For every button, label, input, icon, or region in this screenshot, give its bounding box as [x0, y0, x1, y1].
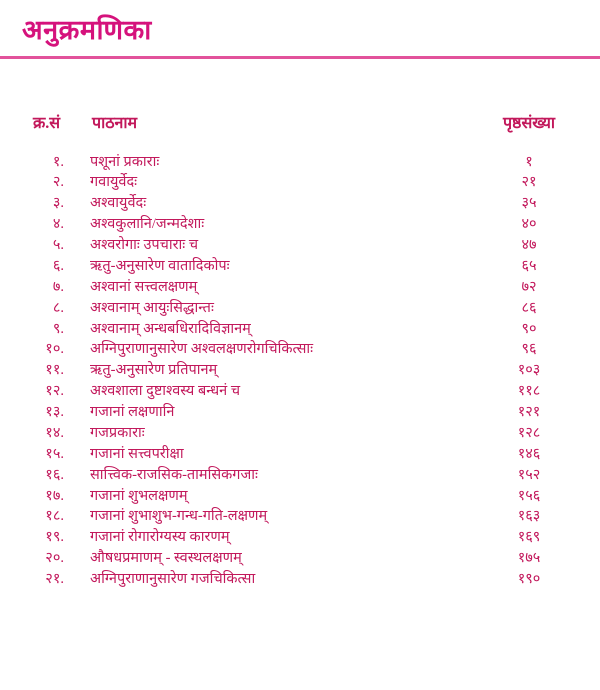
row-lesson-title: गजप्रकाराः: [90, 424, 145, 441]
header-page: पृष्ठसंख्या: [502, 115, 556, 133]
row-lesson-title: अग्निपुराणानुसारेण गजचिकित्सा: [90, 571, 256, 588]
row-number: ९.: [52, 320, 64, 337]
table-row: [30, 381, 572, 402]
row-lesson-title: अश्वानाम् आयुःसिद्धान्तः: [90, 299, 214, 316]
table-row: [30, 569, 572, 590]
row-number: १.: [52, 153, 64, 170]
table-row: [30, 506, 572, 527]
row-lesson-title: अश्वशाला दुष्टाश्वस्य बन्धनं च: [90, 383, 241, 400]
row-page-number: १२१: [517, 404, 541, 421]
row-lesson-title: गजानां शुभलक्षणम्: [90, 487, 188, 504]
table-row: [30, 402, 572, 423]
row-lesson-title: अश्वायुर्वेदः: [90, 195, 147, 212]
row-page-number: २१: [521, 174, 537, 191]
row-lesson-title: गजानां लक्षणानि: [90, 404, 175, 421]
row-page-number: १०३: [517, 362, 541, 379]
row-number: २०.: [45, 550, 64, 567]
row-lesson-title: अश्वरोगाः उपचाराः च: [90, 237, 199, 254]
row-number: २१.: [45, 571, 64, 588]
table-row: [30, 214, 572, 235]
row-page-number: ४७: [521, 237, 537, 254]
row-lesson-title: ऋतु-अनुसारेण प्रतिपानम्: [90, 362, 218, 379]
row-page-number: १२८: [517, 424, 541, 441]
row-lesson-title: गजानां रोगारोग्यस्य कारणम्: [90, 529, 230, 546]
table-row: [30, 298, 572, 319]
page-title: अनुक्रमणिका: [22, 15, 152, 45]
row-number: ११.: [45, 362, 64, 379]
row-page-number: ७२: [521, 278, 537, 295]
row-lesson-title: अश्वानां सत्त्वलक्षणम्: [90, 278, 198, 295]
row-page-number: ६५: [521, 257, 537, 274]
row-page-number: ९०: [521, 320, 537, 337]
table-row: [30, 339, 572, 360]
row-number: १७.: [45, 487, 64, 504]
row-page-number: १९०: [517, 571, 541, 588]
row-page-number: ३५: [521, 195, 537, 212]
row-number: ४.: [52, 216, 64, 233]
header-lesson: पाठनाम: [92, 115, 138, 133]
row-number: १८.: [45, 508, 64, 525]
row-lesson-title: अश्वकुलानि/जन्मदेशाः: [90, 216, 205, 233]
row-page-number: ११८: [517, 383, 541, 400]
row-number: ३.: [52, 195, 64, 212]
row-number: १३.: [45, 404, 64, 421]
row-number: ७.: [52, 278, 64, 295]
row-number: ५.: [52, 237, 64, 254]
row-number: १२.: [45, 383, 64, 400]
row-number: ६.: [52, 257, 64, 274]
row-page-number: १६९: [517, 529, 541, 546]
row-number: ८.: [52, 299, 64, 316]
table-body: [30, 151, 572, 589]
table-row: [30, 360, 572, 381]
row-page-number: ९६: [521, 341, 537, 358]
row-page-number: १६३: [517, 508, 541, 525]
table-row: [30, 527, 572, 548]
table-row: [30, 277, 572, 298]
row-number: २.: [52, 174, 64, 191]
row-lesson-title: औषधप्रमाणम् - स्वस्थलक्षणम्: [90, 550, 242, 567]
row-lesson-title: ऋतु-अनुसारेण वातादिकोपः: [90, 257, 230, 274]
row-lesson-title: सात्त्विक-राजसिक-तामसिकगजाः: [90, 466, 258, 483]
title-area: [0, 0, 600, 46]
row-lesson-title: अग्निपुराणानुसारेण अश्वलक्षणरोगचिकित्साः: [90, 341, 314, 358]
row-number: १६.: [45, 466, 64, 483]
table-row: [30, 548, 572, 569]
table-row: [30, 465, 572, 486]
row-number: १९.: [45, 529, 64, 546]
row-page-number: ८६: [521, 299, 537, 316]
row-lesson-title: गजानां सत्त्वपरीक्षा: [90, 445, 184, 462]
row-page-number: १५२: [517, 466, 541, 483]
row-number: १०.: [45, 341, 64, 358]
row-page-number: १५६: [517, 487, 541, 504]
table-row: [30, 193, 572, 214]
table-row: [30, 485, 572, 506]
table-row: [30, 256, 572, 277]
row-page-number: १४६: [517, 445, 541, 462]
table-row: [30, 444, 572, 465]
table-row: [30, 423, 572, 444]
row-lesson-title: गवायुर्वेदः: [90, 174, 138, 191]
row-lesson-title: अश्वानाम् अन्धबधिरादिविज्ञानम्: [90, 320, 251, 337]
header-number: क्र.सं: [33, 115, 61, 133]
table-of-contents: [0, 111, 600, 589]
row-number: १५.: [45, 445, 64, 462]
row-lesson-title: गजानां शुभाशुभ-गन्ध-गति-लक्षणम्: [90, 508, 268, 525]
row-number: १४.: [45, 424, 64, 441]
table-row: [30, 318, 572, 339]
row-page-number: ४०: [521, 216, 537, 233]
table-header-row: [30, 111, 572, 133]
title-divider: [0, 56, 600, 59]
row-page-number: १: [525, 153, 533, 170]
row-lesson-title: पशूनां प्रकाराः: [90, 153, 160, 170]
row-page-number: १७५: [517, 550, 541, 567]
table-row: [30, 172, 572, 193]
table-row: [30, 151, 572, 172]
table-row: [30, 235, 572, 256]
